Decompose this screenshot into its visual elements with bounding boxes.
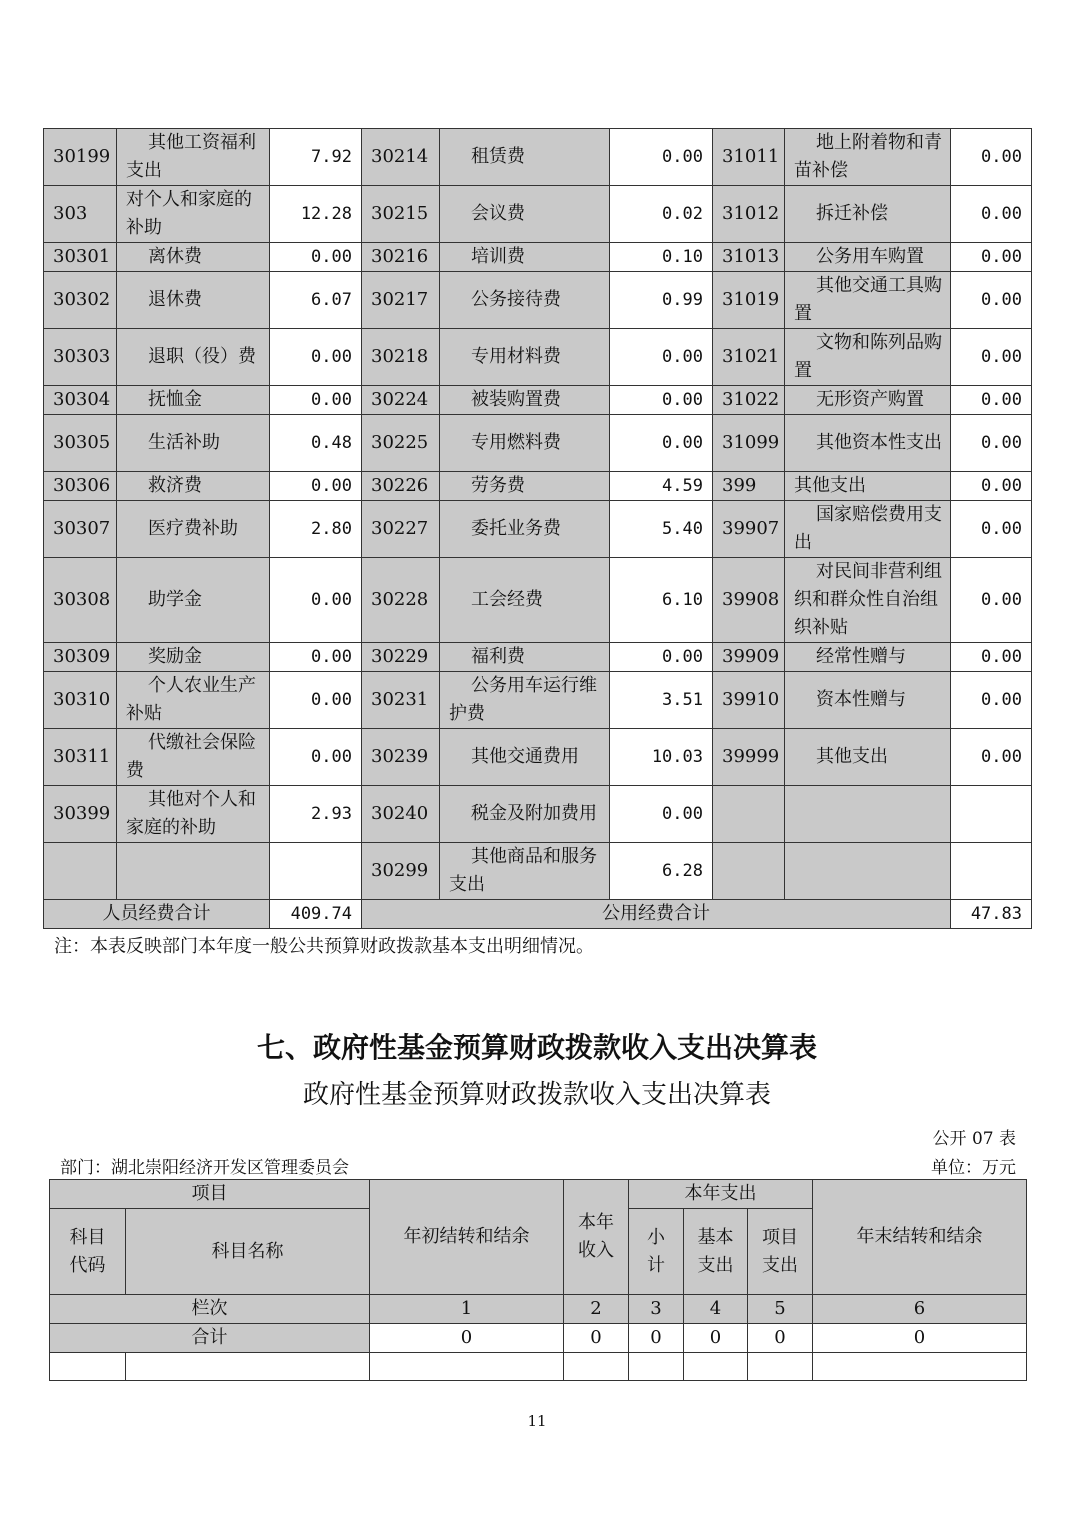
subject-name: 对个人和家庭的补助 [117, 186, 270, 243]
amount: 0.00 [270, 672, 362, 729]
column-index-row [50, 1295, 1027, 1324]
totals-row [44, 900, 1032, 929]
subject-code: 39910 [713, 672, 785, 729]
form-number: 公开 07 表 [932, 1129, 1016, 1149]
empty-row [50, 1353, 1027, 1381]
section-title: 七、政府性基金预算财政拨款收入支出决算表 [256, 1031, 817, 1064]
empty-cell [748, 1353, 813, 1381]
subject-name: 其他支出 [785, 472, 951, 501]
amount: 6.07 [270, 272, 362, 329]
personnel-total-value: 409.74 [270, 900, 362, 929]
subject-name: 专用燃料费 [440, 415, 610, 472]
subject-code: 39909 [713, 643, 785, 672]
table-row [44, 186, 1032, 243]
subject-code: 30227 [362, 501, 440, 558]
subject-name: 个人农业生产补贴 [117, 672, 270, 729]
subject-name: 救济费 [117, 472, 270, 501]
subject-name [785, 843, 951, 900]
subject-name: 经常性赠与 [785, 643, 951, 672]
subject-code: 31019 [713, 272, 785, 329]
amount: 0.00 [951, 272, 1032, 329]
subject-name: 其他支出 [785, 729, 951, 786]
subject-name: 资本性赠与 [785, 672, 951, 729]
subject-name: 退休费 [117, 272, 270, 329]
subject-code: 30299 [362, 843, 440, 900]
table-note: 注：本表反映部门本年度一般公共预算财政拨款基本支出明细情况。 [54, 936, 594, 957]
amount: 2.93 [270, 786, 362, 843]
subject-code: 30302 [44, 272, 117, 329]
subject-code: 31099 [713, 415, 785, 472]
table-row [44, 672, 1032, 729]
subject-name: 公务用车运行维护费 [440, 672, 610, 729]
subject-name [117, 843, 270, 900]
amount: 0.00 [270, 729, 362, 786]
table-row [44, 415, 1032, 472]
subject-code: 30225 [362, 415, 440, 472]
header-subject-name: 科目名称 [126, 1209, 370, 1295]
empty-cell [126, 1353, 370, 1381]
subject-name: 助学金 [117, 558, 270, 643]
subject-name: 抚恤金 [117, 386, 270, 415]
subject-name: 会议费 [440, 186, 610, 243]
subject-code: 31012 [713, 186, 785, 243]
header-project-expense: 项目支出 [748, 1209, 813, 1295]
total-value: 0 [813, 1324, 1027, 1353]
subject-name: 对民间非营利组织和群众性自治组织补贴 [785, 558, 951, 643]
table-row [44, 643, 1032, 672]
amount: 0.02 [610, 186, 713, 243]
subject-code: 30218 [362, 329, 440, 386]
column-index-label: 栏次 [50, 1295, 370, 1324]
amount: 4.59 [610, 472, 713, 501]
subject-code: 30214 [362, 129, 440, 186]
amount: 0.48 [270, 415, 362, 472]
amount: 0.00 [270, 558, 362, 643]
empty-cell [50, 1353, 126, 1381]
amount: 0.00 [610, 643, 713, 672]
empty-cell [629, 1353, 684, 1381]
amount: 0.00 [951, 643, 1032, 672]
subject-code: 30308 [44, 558, 117, 643]
column-index: 2 [564, 1295, 629, 1324]
subject-name: 专用材料费 [440, 329, 610, 386]
amount: 0.00 [951, 243, 1032, 272]
table-row [44, 386, 1032, 415]
amount: 5.40 [610, 501, 713, 558]
amount: 0.00 [951, 672, 1032, 729]
total-value: 0 [684, 1324, 748, 1353]
amount: 10.03 [610, 729, 713, 786]
subject-code: 30215 [362, 186, 440, 243]
subject-code: 39907 [713, 501, 785, 558]
subject-name: 国家赔偿费用支出 [785, 501, 951, 558]
amount: 0.00 [270, 386, 362, 415]
subject-code: 30309 [44, 643, 117, 672]
subject-name: 公务接待费 [440, 272, 610, 329]
total-label: 合计 [50, 1324, 370, 1353]
amount [951, 786, 1032, 843]
amount: 0.00 [610, 329, 713, 386]
public-total-value: 47.83 [951, 900, 1032, 929]
table-row [44, 129, 1032, 186]
amount: 0.00 [610, 386, 713, 415]
table-row [44, 501, 1032, 558]
subject-name: 代缴社会保险费 [117, 729, 270, 786]
subject-code: 30310 [44, 672, 117, 729]
amount: 0.00 [951, 415, 1032, 472]
amount: 6.28 [610, 843, 713, 900]
subject-name: 被装购置费 [440, 386, 610, 415]
government-fund-table [49, 1179, 1027, 1381]
amount: 0.00 [951, 186, 1032, 243]
subject-name: 无形资产购置 [785, 386, 951, 415]
subject-name: 拆迁补偿 [785, 186, 951, 243]
total-value: 0 [564, 1324, 629, 1353]
subject-name: 租赁费 [440, 129, 610, 186]
header-project: 项目 [50, 1180, 370, 1209]
subject-name: 劳务费 [440, 472, 610, 501]
amount: 6.10 [610, 558, 713, 643]
subject-code: 30307 [44, 501, 117, 558]
amount: 0.00 [951, 329, 1032, 386]
amount: 3.51 [610, 672, 713, 729]
amount [270, 843, 362, 900]
subject-code: 30216 [362, 243, 440, 272]
amount: 0.00 [270, 243, 362, 272]
subject-name [785, 786, 951, 843]
subject-name: 奖励金 [117, 643, 270, 672]
table-row [44, 843, 1032, 900]
subject-code: 31021 [713, 329, 785, 386]
header-basic-expense: 基本支出 [684, 1209, 748, 1295]
amount: 0.00 [951, 129, 1032, 186]
total-value: 0 [748, 1324, 813, 1353]
amount: 0.10 [610, 243, 713, 272]
subject-name: 委托业务费 [440, 501, 610, 558]
amount: 0.00 [610, 415, 713, 472]
subject-name: 医疗费补助 [117, 501, 270, 558]
column-index: 5 [748, 1295, 813, 1324]
amount: 0.00 [270, 472, 362, 501]
unit-label: 单位：万元 [931, 1158, 1016, 1178]
amount: 0.00 [270, 329, 362, 386]
header-subject-code: 科目代码 [50, 1209, 126, 1295]
subject-name: 其他工资福利支出 [117, 129, 270, 186]
subject-code: 399 [713, 472, 785, 501]
subject-name: 生活补助 [117, 415, 270, 472]
amount: 12.28 [270, 186, 362, 243]
subject-code: 31022 [713, 386, 785, 415]
amount: 0.00 [951, 386, 1032, 415]
column-index: 4 [684, 1295, 748, 1324]
subject-code: 30229 [362, 643, 440, 672]
amount: 0.00 [270, 643, 362, 672]
column-index: 6 [813, 1295, 1027, 1324]
subject-code [44, 843, 117, 900]
header-expense: 本年支出 [629, 1180, 813, 1209]
subject-code: 30399 [44, 786, 117, 843]
subject-name: 地上附着物和青苗补偿 [785, 129, 951, 186]
subject-code: 30304 [44, 386, 117, 415]
personnel-total-label: 人员经费合计 [44, 900, 270, 929]
basic-expenditure-detail-table [43, 128, 1032, 929]
total-value: 0 [629, 1324, 684, 1353]
subject-code: 30226 [362, 472, 440, 501]
subject-code: 30231 [362, 672, 440, 729]
subject-name: 培训费 [440, 243, 610, 272]
table-row [44, 729, 1032, 786]
public-total-label: 公用经费合计 [362, 900, 951, 929]
subject-code: 30240 [362, 786, 440, 843]
header-closing-balance: 年末结转和结余 [813, 1180, 1027, 1295]
subject-name: 其他对个人和家庭的补助 [117, 786, 270, 843]
empty-cell [684, 1353, 748, 1381]
header-opening-balance: 年初结转和结余 [370, 1180, 564, 1295]
subject-code: 30303 [44, 329, 117, 386]
subject-code [713, 843, 785, 900]
subject-name: 其他交通费用 [440, 729, 610, 786]
amount: 2.80 [270, 501, 362, 558]
amount: 0.99 [610, 272, 713, 329]
subject-code: 30228 [362, 558, 440, 643]
subject-name: 税金及附加费用 [440, 786, 610, 843]
subject-code: 30301 [44, 243, 117, 272]
subject-code: 30217 [362, 272, 440, 329]
amount: 7.92 [270, 129, 362, 186]
total-row [50, 1324, 1027, 1353]
header-income: 本年收入 [564, 1180, 629, 1295]
table-title: 政府性基金预算财政拨款收入支出决算表 [302, 1080, 771, 1110]
subject-code: 30311 [44, 729, 117, 786]
amount: 0.00 [951, 729, 1032, 786]
amount: 0.00 [610, 129, 713, 186]
page-number: 11 [527, 1412, 547, 1430]
subject-name: 其他资本性支出 [785, 415, 951, 472]
subject-name: 公务用车购置 [785, 243, 951, 272]
table-row [44, 272, 1032, 329]
subject-code: 30306 [44, 472, 117, 501]
table-row [44, 786, 1032, 843]
table-row [44, 243, 1032, 272]
empty-cell [813, 1353, 1027, 1381]
table-row [44, 558, 1032, 643]
subject-name: 退职（役）费 [117, 329, 270, 386]
subject-name: 工会经费 [440, 558, 610, 643]
department-label: 部门：湖北崇阳经济开发区管理委员会 [60, 1158, 349, 1178]
subject-code: 31013 [713, 243, 785, 272]
subject-name: 离休费 [117, 243, 270, 272]
table-row [44, 329, 1032, 386]
subject-code: 30199 [44, 129, 117, 186]
subject-code: 30305 [44, 415, 117, 472]
subject-code: 30239 [362, 729, 440, 786]
amount: 0.00 [610, 786, 713, 843]
column-index: 1 [370, 1295, 564, 1324]
amount [951, 843, 1032, 900]
table-row [44, 472, 1032, 501]
subject-code [713, 786, 785, 843]
amount: 0.00 [951, 472, 1032, 501]
subject-code: 303 [44, 186, 117, 243]
amount: 0.00 [951, 558, 1032, 643]
total-value: 0 [370, 1324, 564, 1353]
header-subtotal: 小计 [629, 1209, 684, 1295]
column-index: 3 [629, 1295, 684, 1324]
subject-name: 文物和陈列品购置 [785, 329, 951, 386]
subject-code: 39999 [713, 729, 785, 786]
amount: 0.00 [951, 501, 1032, 558]
subject-code: 30224 [362, 386, 440, 415]
subject-code: 39908 [713, 558, 785, 643]
subject-name: 其他商品和服务支出 [440, 843, 610, 900]
subject-name: 其他交通工具购置 [785, 272, 951, 329]
empty-cell [370, 1353, 564, 1381]
subject-code: 31011 [713, 129, 785, 186]
subject-name: 福利费 [440, 643, 610, 672]
empty-cell [564, 1353, 629, 1381]
